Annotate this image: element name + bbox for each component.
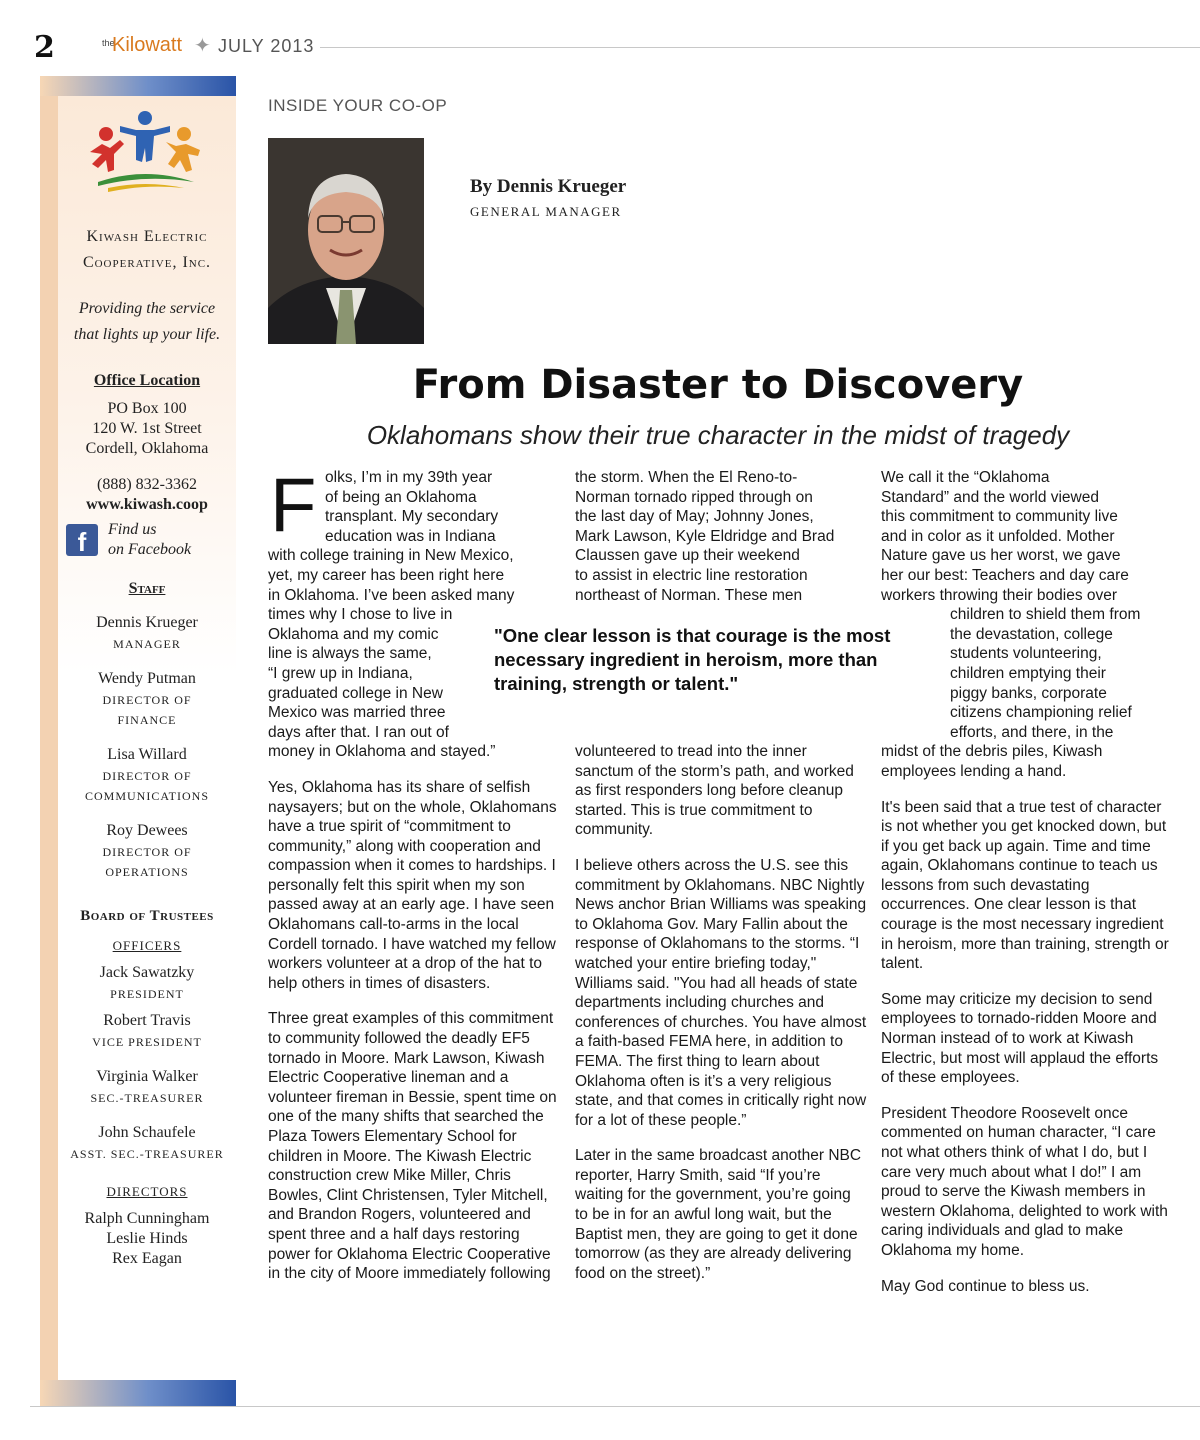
article-column-1 — [268, 463, 560, 1300]
directors-heading: DIRECTORS — [106, 1184, 188, 1199]
officer-role: SEC.-TREASURER — [90, 1091, 204, 1105]
article-headline: From Disaster to Discovery — [412, 362, 1024, 408]
facebook-text[interactable]: Find us on Facebook — [108, 521, 192, 558]
officer-name: Robert Travis — [103, 1012, 191, 1029]
address-line: 120 W. 1st Street — [92, 420, 202, 437]
author-title: GENERAL MANAGER — [470, 204, 622, 219]
director-name: Rex Eagan — [112, 1250, 182, 1267]
facebook-icon[interactable]: f — [66, 524, 98, 556]
coop-logo-icon — [80, 104, 210, 199]
phone-number: (888) 832-3362 — [97, 476, 197, 493]
officer-role: ASST. SEC.-TREASURER — [70, 1147, 224, 1161]
sidebar-top-band — [40, 76, 236, 96]
staff-name: Wendy Putman — [98, 670, 196, 687]
paragraph: May God continue to bless us. — [881, 1277, 1090, 1295]
director-name: Leslie Hinds — [106, 1230, 188, 1247]
staff-role: OPERATIONS — [105, 865, 189, 879]
separator-icon: ✦ — [194, 33, 211, 57]
paragraph: Yes, Oklahoma has its share of selfish naysayers; but on the whole, Oklahomans have a true spirit of “commitment to community,” along with cooperation and compassion when it comes to hardships. I personally felt this spirit when my son passed away at an early age. I have seen Oklahomans call-to-arms in the local Cordell tornado. I have watched my fellow workers volunteer at a drop of the hat to help others in times of disasters. — [268, 778, 557, 992]
coop-name: Kiwash Electric Cooperative, Inc. — [82, 228, 212, 271]
staff-name: Dennis Krueger — [96, 614, 198, 631]
officer-name: Jack Sawatzky — [99, 964, 195, 981]
director-name: Ralph Cunningham — [84, 1210, 210, 1227]
staff-role: FINANCE — [117, 713, 177, 727]
sidebar-bottom-band — [40, 1380, 236, 1406]
staff-role: DIRECTOR OF — [102, 693, 192, 707]
paragraph: President Theodore Roosevelt once commented on human character, “I care not what others think of what I do, but I care very much about what I do!” I am proud to serve the Kiwash members in western Oklahoma, delighted to work with caring individuals and glad to make Oklahoma my home. — [881, 1104, 1168, 1259]
drop-cap: F — [270, 463, 317, 548]
paragraph: Some may criticize my decision to send employees to tornado-ridden Moore and Norman instead of to work at Kiwash Electric, but most will applaud the efforts of these employees. — [881, 990, 1159, 1087]
office-heading: Office Location — [93, 372, 201, 389]
officer-role: VICE PRESIDENT — [92, 1035, 202, 1049]
officer-name: John Schaufele — [98, 1124, 196, 1141]
author-byline: By Dennis Krueger — [470, 176, 627, 197]
staff-name: Lisa Willard — [107, 746, 187, 763]
staff-heading: Staff — [128, 580, 166, 597]
section-label: INSIDE YOUR CO-OP — [268, 96, 448, 115]
officer-name: Virginia Walker — [96, 1068, 198, 1085]
paragraph: It's been said that a true test of character is not whether you get knocked down, but if you get back up again. Time and time again, Oklahomans continue to teach us lessons from such devastating occurrences. One clear lesson is that courage is the most necessary ingredient in heroism, more than training, strength or talent. — [881, 798, 1169, 973]
issue-date: JULY 2013 — [218, 36, 315, 56]
officer-role: PRESIDENT — [110, 987, 184, 1001]
staff-role: COMMUNICATIONS — [84, 789, 209, 803]
author-portrait-icon — [268, 138, 424, 344]
staff-role: DIRECTOR OF — [102, 845, 192, 859]
page-header — [30, 30, 1200, 65]
lead-paragraph: F olks, I’m in my 39th year of being an Oklahoma transplant. My secondary education was in Indiana with college training in New Mexico, yet, my career has been right here in Oklahoma. I’ve been asked many times why I chose to live in Oklahoma and my comic line is always the same, “I grew up in Indiana, graduated college in New Mexico was married three days after that. I ran out of money in Oklahoma and stayed.” — [268, 463, 515, 761]
author-photo — [268, 138, 424, 344]
paragraph: Three great examples of this commitment to community followed the deadly EF5 tornado in Moore. Mark Lawson, Kiwash Electric Cooperative lineman and a volunteer fireman in Bessie, spent time on one of the many shifts that searched the Plaza Towers Elementary School for children in Moore. The Kiwash Electric construction crew Mike Miller, Chris Bowles, Clint Christensen, Tyler Mitchell, and Brandon Rogers, volunteered and spent three and a half days restoring power for Oklahoma Electric Cooperative in the city of Moore immediately following — [268, 1010, 557, 1283]
page-number: 2 — [34, 30, 55, 65]
staff-role: DIRECTOR OF — [102, 769, 192, 783]
coop-tagline: Providing the service that lights up your life. — [73, 300, 221, 343]
sidebar — [58, 96, 236, 1380]
paragraph: I believe others across the U.S. see this commitment by Oklahomans. NBC Nightly News anchor Brian Williams was speaking to Oklahoma Gov. Mary Fallin about the response of Oklahomans to the storms. “I watched your entire briefing today," Williams said. "You had all heads of state departments including churches and conferences of churches. You have almost a faith-based FEMA here, in addition to FEMA. The first thing to learn about Oklahoma often is it’s a very religious state, and that comes in critically right now for a lot of these people.” — [575, 856, 867, 1129]
paragraph: volunteered to tread into the inner sanctum of the storm’s path, and worked as first responders long before cleanup started. This is true commitment to community. — [575, 743, 854, 839]
paragraph: Later in the same broadcast another NBC reporter, Harry Smith, said “If you’re waiting for the government, you’re going to be in for an awful long wait, but the Baptist men, they are going to get it done tomorrow (as they are already delivering food on the street).” — [575, 1147, 862, 1282]
header-rule — [320, 47, 1200, 48]
article-deck: Oklahomans show their true character in the midst of tragedy — [366, 420, 1070, 450]
address-line: PO Box 100 — [107, 400, 187, 417]
article-column-2 — [575, 742, 867, 1299]
article-column-2-top: the storm. When the El Reno-to- Norman tornado ripped through on the last day of May; Johnny Jones, Mark Lawson, Kyle Eldridge and Brad Claussen gave up their weekend to assist in electric line restoration northeast of Norman. These men — [575, 469, 835, 604]
pull-quote: "One clear lesson is that courage is the most necessary ingredient in heroism, more than training, strength or talent." — [494, 625, 891, 694]
sidebar-edge-strip — [40, 96, 58, 1380]
officers-heading: OFFICERS — [112, 938, 182, 953]
address-line: Cordell, Oklahoma — [85, 440, 209, 457]
board-heading: Board of Trustees — [80, 908, 214, 924]
staff-name: Roy Dewees — [106, 822, 188, 839]
footer-rule — [30, 1406, 1200, 1407]
publication-name: Kilowatt — [112, 34, 183, 56]
article-column-3-top: We call it the “Oklahoma Standard” and the world viewed this commitment to community live and in color as it unfolded. Mother Nature gave us her worst, we gave her our best: Teachers and day care workers throwing their bodies over children to shield them from the devastation, college students volunteering, children emptying their piggy banks, corporate citizens championing relief efforts, and there, in the midst of the debris piles, Kiwash employees lending a hand. It's been said that a true test of character is not whether you get knocked down, but if you get back up again. Time and time again, Oklahomans continue to teach us lessons from such devastating occurrences. One clear lesson is that courage is the most necessary ingredient in heroism, more than training, strength or talent. Some may criticize my decision to send employees to tornado-ridden Moore and Norman instead of to work at Kiwash Electric, but most will applaud the efforts of these employees. President Theodore Roosevelt once commented on human character, “I care not what others think of what I do, but I care very much about what I do!” I am proud to serve the Kiwash members in western Oklahoma, delighted to work with caring individuals and glad to make Oklahoma my home. May God continue to bless us. — [881, 468, 1173, 1312]
staff-role: MANAGER — [113, 637, 181, 651]
website-link[interactable]: www.kiwash.coop — [86, 496, 208, 513]
brand-prefix: the — [102, 38, 115, 48]
